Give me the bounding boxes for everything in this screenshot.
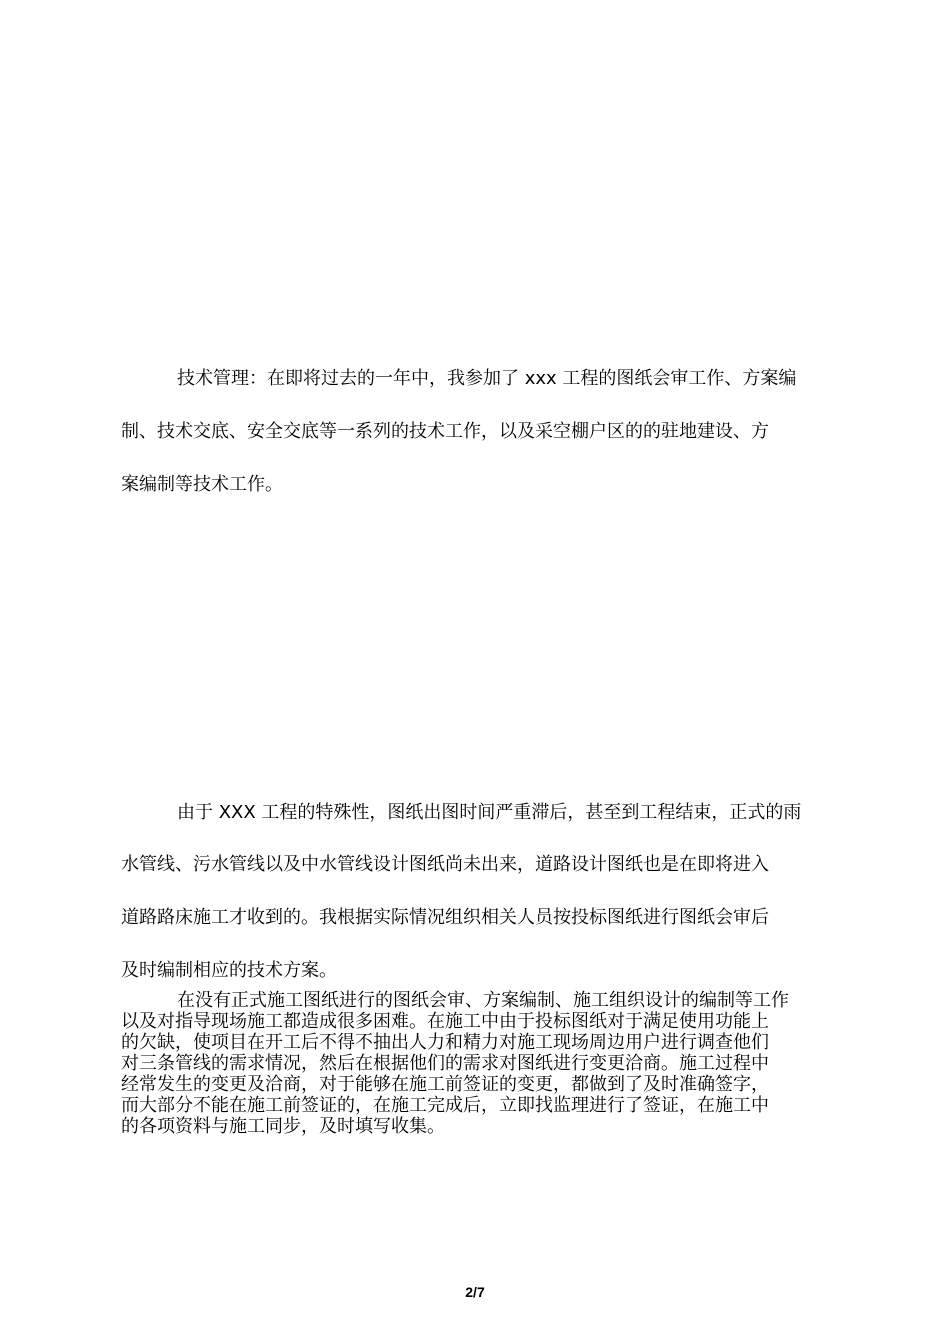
paragraph-line: 及时编制相应的技术方案。 — [121, 960, 337, 981]
paragraph-line: 在没有正式施工图纸进行的图纸会审、方案编制、施工组织设计的编制等工作 — [177, 990, 789, 1011]
paragraph-line: 制、技术交底、安全交底等一系列的技术工作，以及采空棚户区的的驻地建设、方 — [121, 421, 769, 442]
paragraph-line: 道路路床施工才收到的。我根据实际情况组织相关人员按投标图纸进行图纸会审后 — [121, 907, 769, 928]
paragraph-line: 水管线、污水管线以及中水管线设计图纸尚未出来，道路设计图纸也是在即将进入 — [121, 854, 769, 875]
paragraph-line: 技术管理：在即将过去的一年中，我参加了 xxx 工程的图纸会审工作、方案编 — [177, 368, 797, 389]
paragraph-line: 的欠缺，使项目在开工后不得不抽出人力和精力对施工现场周边用户进行调查他们 — [121, 1032, 769, 1053]
paragraph-line: 案编制等技术工作。 — [121, 474, 283, 495]
paragraph-line: 而大部分不能在施工前签证的，在施工完成后，立即找监理进行了签证，在施工中 — [121, 1095, 769, 1116]
paragraph-line: 由于 XXX 工程的特殊性，图纸出图时间严重滞后，甚至到工程结束，正式的雨 — [177, 802, 802, 823]
paragraph-line: 对三条管线的需求情况，然后在根据他们的需求对图纸进行变更洽商。施工过程中 — [121, 1053, 769, 1074]
paragraph-line: 经常发生的变更及洽商，对于能够在施工前签证的变更，都做到了及时准确签字， — [121, 1074, 769, 1095]
paragraph-line: 以及对指导现场施工都造成很多困难。在施工中由于投标图纸对于满足使用功能上 — [121, 1011, 769, 1032]
paragraph-line: 的各项资料与施工同步，及时填写收集。 — [121, 1116, 445, 1137]
page-number: 2/7 — [465, 1284, 485, 1300]
